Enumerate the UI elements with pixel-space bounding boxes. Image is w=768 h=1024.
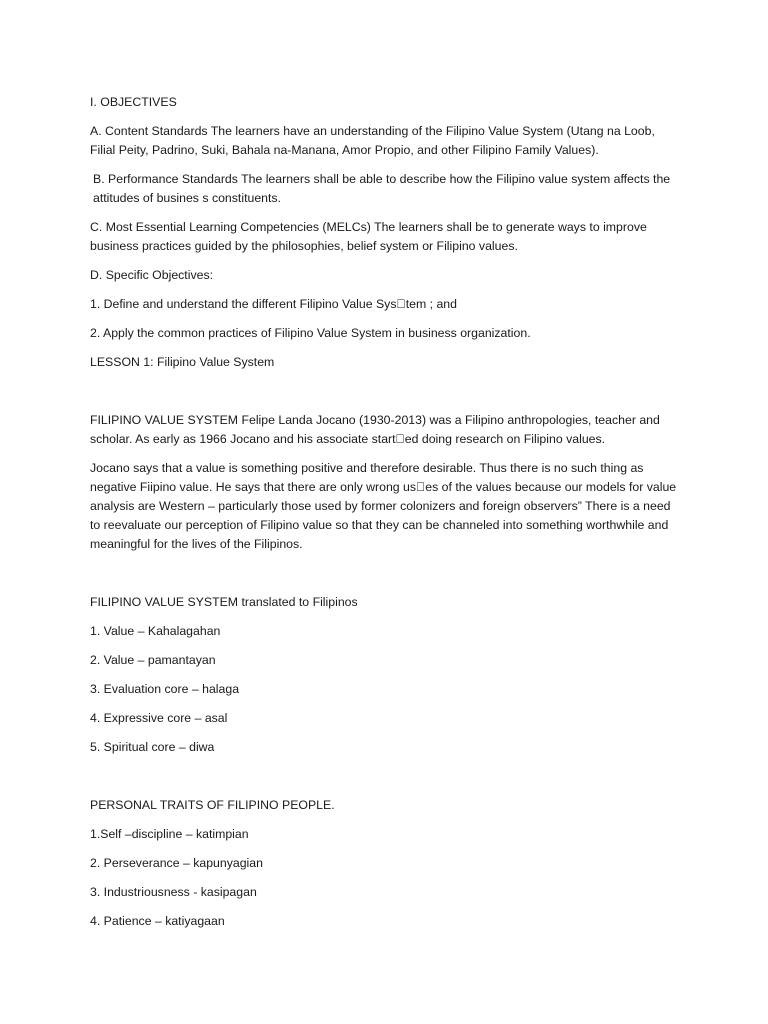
performance-standards-paragraph: B. Performance Standards The learners shall be able to describe how the Filipino value system affects the attitudes of busines s constituents. bbox=[93, 172, 671, 205]
jocano-paragraph: Jocano says that a value is something positive and therefore desirable. Thus there is no such thing as negative Fiipino value. He says that there are only wrong us es of the values because our models for value analysis are Western – particularly those used by former colonizers and foreign observers” There is a need to reevaluate our perception of Filipino value so that they can be channeled into something worthwhile and meaningful for the lives of the Filipinos. bbox=[90, 461, 677, 551]
objective-item-2: 2. Apply the common practices of Filipino Value System in business organization. bbox=[90, 326, 531, 340]
translated-heading: FILIPINO VALUE SYSTEM translated to Filipinos bbox=[90, 595, 358, 609]
trait-item: 2. Perseverance – kapunyagian bbox=[90, 856, 263, 870]
traits-heading: PERSONAL TRAITS OF FILIPINO PEOPLE. bbox=[90, 798, 335, 812]
objective-item-1: 1. Define and understand the different Filipino Value Sys tem ; and bbox=[90, 297, 457, 311]
translated-item: 4. Expressive core – asal bbox=[90, 711, 228, 725]
objectives-heading: I. OBJECTIVES bbox=[90, 95, 177, 109]
content-standards-paragraph: A. Content Standards The learners have an understanding of the Filipino Value System (Utang na Loob, Filial Peity, Padrino, Suki, Bahala na-Manana, Amor Propio, and other Filipino Family Values). bbox=[90, 124, 655, 157]
lesson-title: LESSON 1: Filipino Value System bbox=[90, 355, 275, 369]
trait-item: 4. Patience – katiyagaan bbox=[90, 914, 225, 928]
melcs-paragraph: C. Most Essential Learning Competencies (MELCs) The learners shall be to generate ways to improve business practices guided by the philosophies, belief system or Filipino values. bbox=[90, 220, 647, 253]
translated-item: 2. Value – pamantayan bbox=[90, 653, 216, 667]
translated-item: 1. Value – Kahalagahan bbox=[90, 624, 221, 638]
specific-objectives-heading: D. Specific Objectives: bbox=[90, 268, 214, 282]
trait-item: 3. Industriousness - kasipagan bbox=[90, 885, 257, 899]
translated-item: 3. Evaluation core – halaga bbox=[90, 682, 240, 696]
trait-item: 1.Self –discipline – katimpian bbox=[90, 827, 249, 841]
translated-item: 5. Spiritual core – diwa bbox=[90, 740, 215, 754]
fvs-intro-paragraph: FILIPINO VALUE SYSTEM Felipe Landa Jocano (1930-2013) was a Filipino anthropologies, teacher and scholar. As early as 1966 Jocano and his associate start ed doing research on Filipino values. bbox=[90, 413, 660, 446]
